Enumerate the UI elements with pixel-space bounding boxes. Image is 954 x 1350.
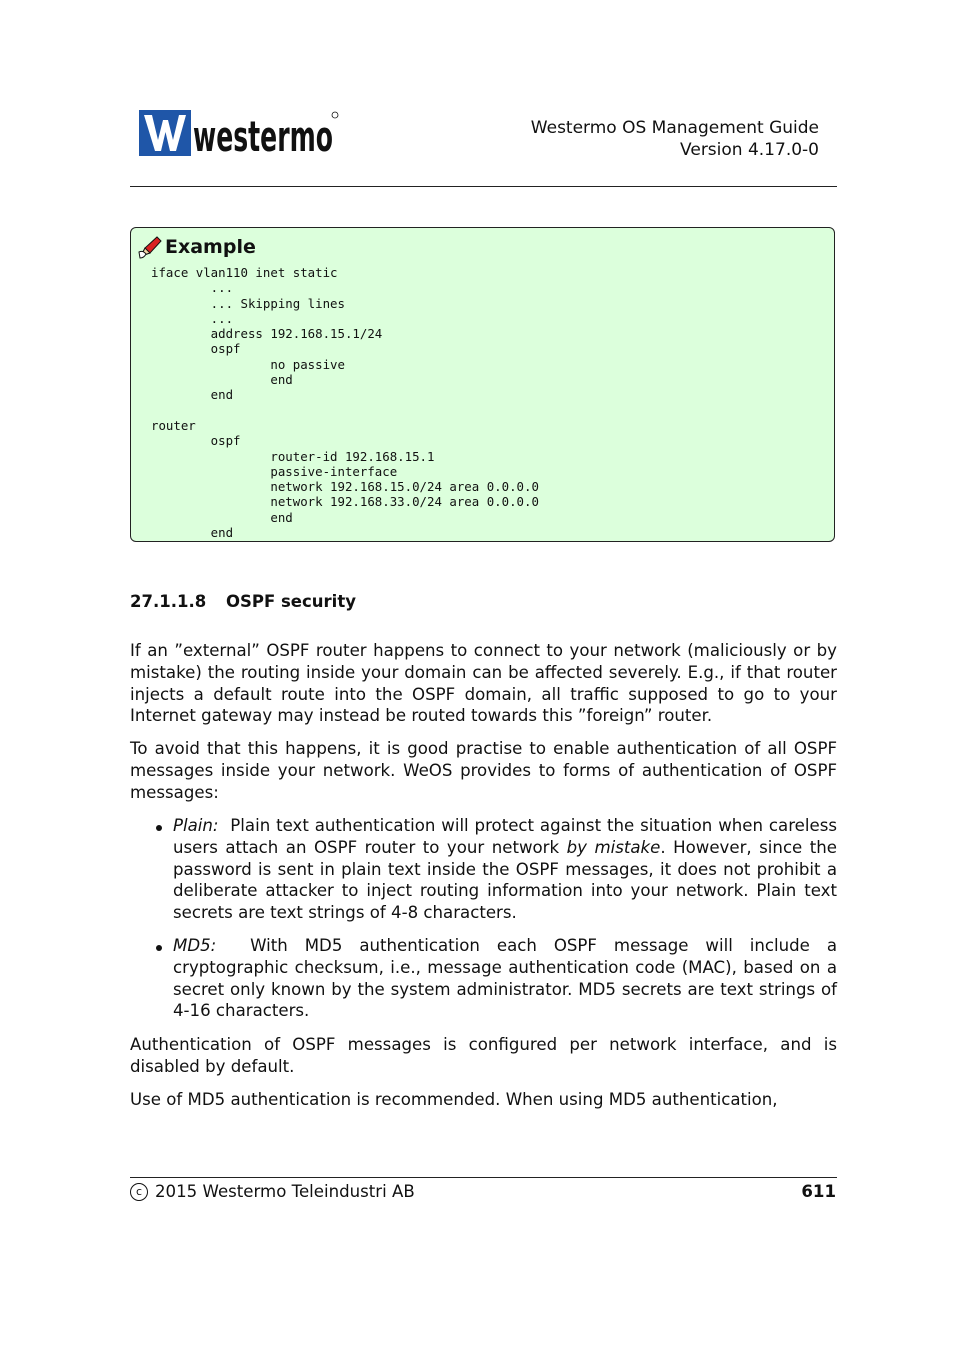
section-number: 27.1.1.8	[130, 592, 207, 611]
code-listing: iface vlan110 inet static ... ... Skipping lines ... address 192.168.15.1/24 ospf no passive end end router ospf router-id 192.168.15.1 passive-interface network 192.168.15.0/24 area 0.0.0.0 network 192.168.33.0/24 area 0.0.0.0 end end	[151, 265, 539, 541]
paragraph: Authentication of OSPF messages is configured per network interface, and is disabled by default.	[130, 1035, 837, 1076]
bullet-item-plain	[173, 815, 837, 924]
bullet-dot	[156, 825, 162, 831]
example-header	[137, 234, 256, 260]
bullet-text: . However, since the password is sent in plain text inside the OSPF messages, it does not prohibit a deliberate attacker to inject routing information into your network. Plain text secrets are text strings of 4-8 characters.	[173, 837, 837, 923]
svg-text:westermo: westermo	[193, 112, 333, 161]
example-title: Example	[165, 236, 256, 258]
pencil-hand-icon	[137, 234, 163, 260]
copyright-icon: c	[130, 1183, 148, 1201]
example-box	[130, 227, 835, 542]
page-number: 611	[801, 1182, 836, 1201]
footer-copyright	[130, 1182, 415, 1201]
westermo-logo	[139, 110, 339, 161]
bullet-item-md5	[173, 935, 837, 1022]
bullet-term: Plain:	[173, 816, 219, 835]
header-divider	[130, 186, 837, 187]
copyright-text: 2015 Westermo Teleindustri AB	[155, 1182, 415, 1201]
bullet-text: With MD5 authentication each OSPF message will include a cryptographic checksum, i.e., message authentication code (MAC), based on a secret only known by the system administrator. MD5 secrets are text strings of 4-16 characters.	[173, 936, 837, 1021]
paragraph: To avoid that this happens, it is good practise to enable authentication of all OSPF messages inside your network. WeOS provides to forms of authentication of OSPF messages:	[130, 739, 837, 802]
bullet-text: Plain text authentication will protect against the situation when careless users attach an OSPF router to your network	[173, 816, 837, 857]
document-header	[531, 117, 819, 161]
guide-title: Westermo OS Management Guide	[530, 118, 819, 138]
footer-divider	[130, 1177, 837, 1178]
section-heading	[130, 592, 356, 611]
section-title: OSPF security	[225, 592, 356, 611]
paragraph: If an ”external” OSPF router happens to connect to your network (maliciously or by mistake) the routing inside your domain can be affected severely. E.g., if that router injects a default route into the OSPF domain, all traffic supposed to go to your Internet gateway may instead be routed towards this ”foreign” router.	[130, 641, 837, 726]
bullet-term: MD5:	[173, 936, 217, 955]
paragraph: Use of MD5 authentication is recommended. When using MD5 authentication,	[130, 1090, 778, 1109]
bullet-emphasis: by mistake	[566, 837, 661, 857]
guide-version: Version 4.17.0-0	[680, 140, 819, 160]
bullet-dot	[156, 945, 162, 951]
